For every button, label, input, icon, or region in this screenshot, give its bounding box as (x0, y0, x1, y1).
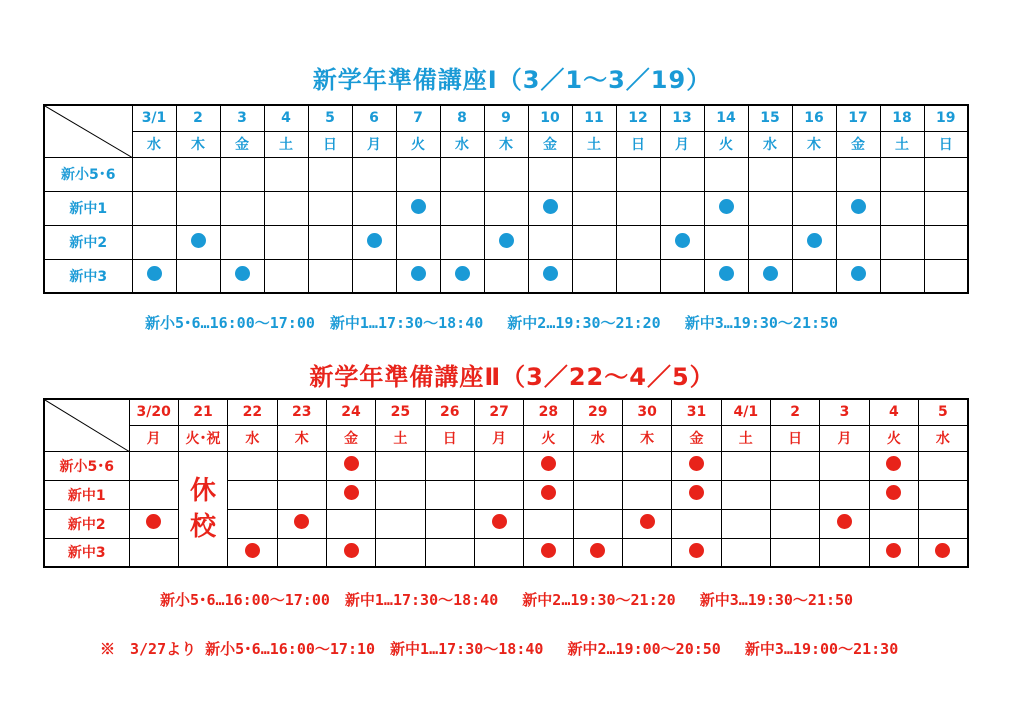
weekday-cell: 木 (176, 131, 220, 157)
date-cell: 7 (396, 105, 440, 131)
schedule-cell (792, 191, 836, 225)
date-cell: 18 (880, 105, 924, 131)
weekday-cell: 木 (277, 425, 326, 451)
date-cell: 9 (484, 105, 528, 131)
schedule-cell (440, 157, 484, 191)
weekday-cell: 火 (524, 425, 573, 451)
section2-title: 新学年準備講座Ⅱ（3／22～4／5） (309, 363, 715, 391)
schedule-cell (474, 509, 523, 538)
schedule-cell (396, 157, 440, 191)
schedule-cell (704, 191, 748, 225)
class-dot-icon (886, 543, 901, 558)
weekday-cell: 水 (919, 425, 968, 451)
row-label: 新中2 (44, 225, 132, 259)
schedule-cell (622, 480, 671, 509)
schedule-cell (721, 480, 770, 509)
schedule-cell (573, 451, 622, 480)
date-cell: 13 (660, 105, 704, 131)
schedule-cell (228, 480, 277, 509)
schedule-cell (524, 451, 573, 480)
schedule-cell (396, 259, 440, 293)
date-cell: 2 (176, 105, 220, 131)
class-dot-icon (886, 485, 901, 500)
class-dot-icon (543, 266, 558, 281)
schedule-cell (326, 538, 375, 567)
class-dot-icon (851, 199, 866, 214)
schedule-cell (132, 191, 176, 225)
class-dot-icon (147, 266, 162, 281)
weekday-cell: 土 (721, 425, 770, 451)
class-dot-icon (590, 543, 605, 558)
date-cell: 3/1 (132, 105, 176, 131)
date-cell: 6 (352, 105, 396, 131)
weekday-cell: 木 (622, 425, 671, 451)
class-dot-icon (344, 485, 359, 500)
schedule-cell (220, 225, 264, 259)
schedule-cell (924, 259, 968, 293)
schedule-cell (474, 451, 523, 480)
weekday-cell: 土 (880, 131, 924, 157)
class-dot-icon (541, 456, 556, 471)
section1-schedule-table (43, 104, 969, 294)
weekday-cell: 木 (792, 131, 836, 157)
weekday-cell: 金 (836, 131, 880, 157)
schedule-cell (616, 225, 660, 259)
schedule-cell (308, 225, 352, 259)
schedule-cell (721, 451, 770, 480)
class-dot-icon (344, 456, 359, 471)
schedule-cell (396, 225, 440, 259)
schedule-cell (129, 480, 178, 509)
schedule-cell (326, 509, 375, 538)
schedule-cell (622, 451, 671, 480)
class-dot-icon (689, 485, 704, 500)
schedule-cell (352, 259, 396, 293)
schedule-cell (352, 157, 396, 191)
schedule-cell (748, 259, 792, 293)
date-cell: 5 (308, 105, 352, 131)
schedule-cell (352, 191, 396, 225)
schedule-cell (528, 191, 572, 225)
date-cell: 22 (228, 399, 277, 425)
date-cell: 4 (869, 399, 918, 425)
date-cell: 26 (425, 399, 474, 425)
schedule-cell (376, 451, 425, 480)
schedule-cell (820, 538, 869, 567)
schedule-cell (277, 480, 326, 509)
schedule-cell (672, 538, 721, 567)
weekday-cell: 火･祝 (178, 425, 227, 451)
class-dot-icon (675, 233, 690, 248)
schedule-cell (277, 538, 326, 567)
schedule-cell (770, 509, 819, 538)
date-cell: 28 (524, 399, 573, 425)
date-cell: 5 (919, 399, 968, 425)
date-cell: 19 (924, 105, 968, 131)
row-label: 新小5･6 (44, 451, 129, 480)
schedule-cell (524, 538, 573, 567)
weekday-cell: 月 (352, 131, 396, 157)
date-cell: 21 (178, 399, 227, 425)
date-cell: 4 (264, 105, 308, 131)
schedule-cell (572, 157, 616, 191)
schedule-cell (528, 259, 572, 293)
section2-note: ※ 3/27より 新小5･6…16:00～17:10 新中1…17:30～18:40 新中2…19:00～20:50 新中3…19:00～21:30 (100, 640, 899, 658)
date-cell: 4/1 (721, 399, 770, 425)
schedule-cell (176, 157, 220, 191)
schedule-cell (622, 538, 671, 567)
schedule-cell (616, 259, 660, 293)
row-label: 新中2 (44, 509, 129, 538)
schedule-cell (132, 157, 176, 191)
schedule-cell (484, 191, 528, 225)
schedule-cell (326, 451, 375, 480)
weekday-cell: 日 (616, 131, 660, 157)
date-cell: 29 (573, 399, 622, 425)
weekday-cell: 金 (220, 131, 264, 157)
section1-times: 新小5･6…16:00～17:00 新中1…17:30～18:40 新中2…19:30～21:20 新中3…19:30～21:50 (145, 314, 839, 332)
weekday-cell: 日 (425, 425, 474, 451)
schedule-cell (425, 538, 474, 567)
schedule-cell (880, 225, 924, 259)
schedule-cell (672, 480, 721, 509)
schedule-cell (721, 538, 770, 567)
class-dot-icon (837, 514, 852, 529)
schedule-cell (228, 538, 277, 567)
schedule-cell (176, 191, 220, 225)
date-cell: 30 (622, 399, 671, 425)
schedule-cell (880, 157, 924, 191)
schedule-cell (132, 225, 176, 259)
schedule-cell (176, 259, 220, 293)
schedule-cell (836, 259, 880, 293)
weekday-cell: 土 (264, 131, 308, 157)
schedule-cell (474, 480, 523, 509)
corner-cell (44, 399, 129, 451)
schedule-cell (308, 191, 352, 225)
class-dot-icon (294, 514, 309, 529)
schedule-cell (869, 509, 918, 538)
schedule-cell (880, 191, 924, 225)
weekday-cell: 火 (869, 425, 918, 451)
schedule-cell (425, 451, 474, 480)
schedule-cell (919, 509, 968, 538)
schedule-cell (820, 480, 869, 509)
schedule-cell (573, 509, 622, 538)
row-label: 新中3 (44, 538, 129, 567)
class-dot-icon (541, 543, 556, 558)
date-cell: 27 (474, 399, 523, 425)
weekday-cell: 月 (474, 425, 523, 451)
weekday-cell: 土 (376, 425, 425, 451)
section2-schedule-table (43, 398, 969, 568)
schedule-cell (308, 259, 352, 293)
schedule-cell (836, 157, 880, 191)
weekday-cell: 水 (748, 131, 792, 157)
row-label: 新中1 (44, 480, 129, 509)
class-dot-icon (235, 266, 250, 281)
row-label: 新中3 (44, 259, 132, 293)
date-cell: 31 (672, 399, 721, 425)
class-dot-icon (935, 543, 950, 558)
schedule-cell (220, 191, 264, 225)
row-label: 新小5･6 (44, 157, 132, 191)
schedule-cell (528, 225, 572, 259)
date-cell: 3 (820, 399, 869, 425)
schedule-cell (484, 225, 528, 259)
class-dot-icon (411, 266, 426, 281)
schedule-cell (572, 259, 616, 293)
schedule-cell (572, 225, 616, 259)
class-dot-icon (886, 456, 901, 471)
class-dot-icon (851, 266, 866, 281)
schedule-cell (572, 191, 616, 225)
schedule-cell (326, 480, 375, 509)
schedule-cell (228, 509, 277, 538)
weekday-cell: 日 (770, 425, 819, 451)
schedule-cell (748, 191, 792, 225)
schedule-cell (528, 157, 572, 191)
class-dot-icon (689, 456, 704, 471)
schedule-cell (924, 225, 968, 259)
weekday-cell: 木 (484, 131, 528, 157)
schedule-cell (836, 225, 880, 259)
schedule-cell (474, 538, 523, 567)
schedule-cell (425, 509, 474, 538)
weekday-cell: 火 (396, 131, 440, 157)
schedule-cell (660, 191, 704, 225)
class-dot-icon (146, 514, 161, 529)
schedule-cell (484, 259, 528, 293)
closed-cell (178, 451, 227, 567)
closed-label: 休 校 (190, 475, 217, 542)
schedule-cell (919, 538, 968, 567)
schedule-cell (220, 157, 264, 191)
date-cell: 14 (704, 105, 748, 131)
weekday-cell: 日 (308, 131, 352, 157)
schedule-cell (352, 225, 396, 259)
date-cell: 12 (616, 105, 660, 131)
date-cell: 23 (277, 399, 326, 425)
schedule-cell (228, 451, 277, 480)
schedule-cell (376, 538, 425, 567)
class-dot-icon (499, 233, 514, 248)
date-cell: 8 (440, 105, 484, 131)
schedule-cell (748, 157, 792, 191)
schedule-cell (616, 157, 660, 191)
schedule-cell (924, 157, 968, 191)
schedule-cell (919, 480, 968, 509)
schedule-cell (376, 480, 425, 509)
schedule-cell (440, 225, 484, 259)
date-cell: 11 (572, 105, 616, 131)
date-cell: 2 (770, 399, 819, 425)
schedule-cell (264, 191, 308, 225)
date-cell: 3 (220, 105, 264, 131)
weekday-cell: 月 (660, 131, 704, 157)
class-dot-icon (367, 233, 382, 248)
schedule-cell (264, 259, 308, 293)
schedule-cell (672, 451, 721, 480)
schedule-cell (704, 157, 748, 191)
class-dot-icon (455, 266, 470, 281)
schedule-cell (440, 191, 484, 225)
schedule-cell (396, 191, 440, 225)
schedule-cell (264, 225, 308, 259)
schedule-cell (524, 509, 573, 538)
schedule-cell (484, 157, 528, 191)
schedule-cell (277, 509, 326, 538)
class-dot-icon (543, 199, 558, 214)
class-dot-icon (763, 266, 778, 281)
class-dot-icon (640, 514, 655, 529)
schedule-cell (919, 451, 968, 480)
weekday-cell: 金 (326, 425, 375, 451)
schedule-cell (660, 225, 704, 259)
weekday-cell: 水 (132, 131, 176, 157)
date-cell: 3/20 (129, 399, 178, 425)
date-cell: 16 (792, 105, 836, 131)
schedule-cell (792, 157, 836, 191)
weekday-cell: 日 (924, 131, 968, 157)
schedule-cell (660, 157, 704, 191)
weekday-cell: 水 (440, 131, 484, 157)
schedule-cell (704, 259, 748, 293)
schedule-cell (524, 480, 573, 509)
date-cell: 17 (836, 105, 880, 131)
schedule-cell (129, 451, 178, 480)
weekday-cell: 土 (572, 131, 616, 157)
schedule-cell (792, 225, 836, 259)
class-dot-icon (245, 543, 260, 558)
schedule-cell (869, 451, 918, 480)
schedule-cell (924, 191, 968, 225)
weekday-cell: 月 (129, 425, 178, 451)
schedule-cell (622, 509, 671, 538)
weekday-cell: 火 (704, 131, 748, 157)
schedule-cell (660, 259, 704, 293)
date-cell: 25 (376, 399, 425, 425)
schedule-cell (277, 451, 326, 480)
class-dot-icon (541, 485, 556, 500)
section1-title: 新学年準備講座Ⅰ（3／1～3／19） (312, 66, 712, 94)
section2-times: 新小5･6…16:00～17:00 新中1…17:30～18:40 新中2…19:30～21:20 新中3…19:30～21:50 (160, 591, 854, 609)
schedule-cell (129, 538, 178, 567)
schedule-cell (129, 509, 178, 538)
class-dot-icon (689, 543, 704, 558)
weekday-cell: 水 (228, 425, 277, 451)
date-cell: 15 (748, 105, 792, 131)
date-cell: 10 (528, 105, 572, 131)
row-label: 新中1 (44, 191, 132, 225)
schedule-cell (308, 157, 352, 191)
schedule-cell (425, 480, 474, 509)
schedule-cell (721, 509, 770, 538)
schedule-cell (672, 509, 721, 538)
schedule-cell (616, 191, 660, 225)
schedule-cell (869, 538, 918, 567)
weekday-cell: 水 (573, 425, 622, 451)
schedule-cell (573, 480, 622, 509)
schedule-cell (176, 225, 220, 259)
schedule-cell (792, 259, 836, 293)
date-cell: 24 (326, 399, 375, 425)
schedule-cell (573, 538, 622, 567)
schedule-cell (220, 259, 264, 293)
weekday-cell: 金 (528, 131, 572, 157)
schedule-cell (132, 259, 176, 293)
schedule-cell (748, 225, 792, 259)
schedule-cell (440, 259, 484, 293)
schedule-cell (836, 191, 880, 225)
schedule-cell (704, 225, 748, 259)
class-dot-icon (191, 233, 206, 248)
class-dot-icon (411, 199, 426, 214)
weekday-cell: 金 (672, 425, 721, 451)
class-dot-icon (344, 543, 359, 558)
schedule-cell (880, 259, 924, 293)
schedule-cell (820, 451, 869, 480)
schedule-cell (869, 480, 918, 509)
weekday-cell: 月 (820, 425, 869, 451)
schedule-cell (770, 480, 819, 509)
class-dot-icon (719, 266, 734, 281)
schedule-cell (770, 451, 819, 480)
schedule-cell (264, 157, 308, 191)
schedule-cell (770, 538, 819, 567)
class-dot-icon (492, 514, 507, 529)
corner-cell (44, 105, 132, 157)
class-dot-icon (719, 199, 734, 214)
schedule-cell (376, 509, 425, 538)
schedule-cell (820, 509, 869, 538)
class-dot-icon (807, 233, 822, 248)
